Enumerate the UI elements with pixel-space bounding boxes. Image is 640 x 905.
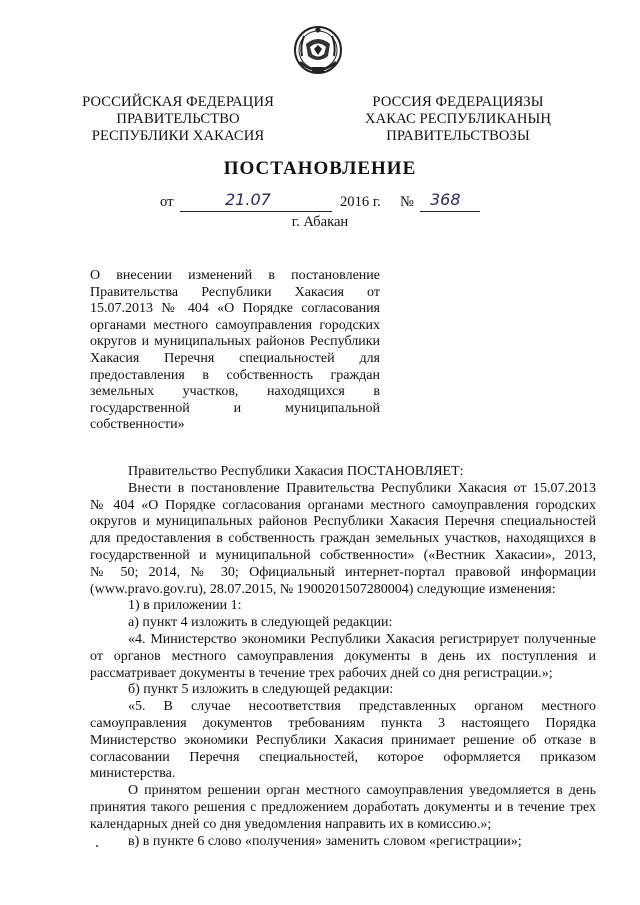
subject-line: земельных участков, находящихся в [90, 384, 380, 400]
subject-line: О внесении изменений в постановление [90, 268, 380, 283]
body-line: календарных дней со дня уведомления направить их в комиссию.»; [90, 816, 492, 832]
body-line: «4. Министерство экономики Республики Хакасия регистрирует полученные [128, 631, 596, 647]
header-right-block [360, 94, 556, 145]
header-left-line: РЕСПУБЛИКИ ХАКАСИЯ [91, 128, 265, 144]
date-number-line [150, 190, 490, 214]
scan-speck [96, 845, 98, 847]
body-line: «5. В случае несоответствия представленных органом местного [128, 699, 596, 715]
subject-line: государственной и муниципальной [90, 400, 380, 416]
subject-line: Хакасия Перечня специальностей для [90, 350, 380, 366]
number-label: № [400, 194, 414, 210]
body-line: Министерство экономики Республики Хакасия принимает решение об отказе в [90, 732, 596, 748]
date-handwritten: 21.07 [225, 190, 271, 209]
header-right-line: РОССИЯ ФЕДЕРАЦИЯЗЫ [372, 94, 544, 110]
body-line: от органов местного самоуправления документы в день их поступления и [90, 648, 596, 664]
body-line: согласовании Перечня специальностей, которое оформляется приказом [90, 749, 596, 765]
header-left-line: РОССИЙСКАЯ ФЕДЕРАЦИЯ [82, 94, 274, 110]
number-handwritten: 368 [430, 190, 461, 209]
subject-line: собственности» [90, 417, 185, 433]
subject-line: округов и муниципальных районов Республики [90, 334, 380, 350]
subject-line: предоставления в собственность граждан [90, 367, 380, 383]
body-line: О принятом решении орган местного самоуправления уведомляется в день [128, 783, 596, 799]
coat-of-arms-emblem [290, 20, 346, 80]
header-left-line: ПРАВИТЕЛЬСТВО [116, 111, 240, 127]
body-line: самоуправления документов требованиям пункта 3 настоящего Порядка [90, 715, 596, 731]
body-line: (www.pravo.gov.ru), 28.07.2015, № 1900201507280004) следующие изменения: [90, 581, 556, 597]
date-underline [180, 211, 332, 212]
number-underline [420, 211, 480, 212]
body-line: б) пункт 5 изложить в следующей редакции: [128, 682, 394, 698]
body-line: министерства. [90, 766, 176, 782]
subject-line: органами местного самоуправления городских [90, 317, 380, 333]
subject-line: 15.07.2013 № 404 «О Порядке согласования [90, 301, 380, 317]
year-label: 2016 г. [340, 194, 381, 210]
body-line: а) пункт 4 изложить в следующей редакции: [128, 615, 393, 631]
header-right-line: ХАКАС РЕСПУБЛИКАНЫҢ [364, 111, 552, 127]
subject-block [90, 268, 380, 434]
header-right-line: ПРАВИТЕЛЬСТВОЗЫ [386, 128, 530, 144]
body-line: принятия такого решения с предложением доработать документы и в течение трех [90, 799, 596, 815]
body-line: округов и муниципальных районов Республики Хакасия Перечня специальностей [90, 514, 596, 530]
document-title: ПОСТАНОВЛЕНИЕ [223, 158, 417, 179]
document-body [90, 464, 596, 850]
body-line: в) в пункте 6 слово «получения» заменить словом «регистрации»; [128, 833, 522, 849]
body-line: для предоставления в собственность граждан земельных участков, находящихся в [90, 531, 596, 547]
body-line: государственной и муниципальной собственности» («Вестник Хакасии», 2013, [90, 547, 596, 563]
body-line: № 50; 2014, № 30; Официальный интернет-портал правовой информации [90, 564, 596, 580]
city-label: г. Абакан [291, 214, 349, 230]
body-line: Внести в постановление Правительства Республики Хакасия от 15.07.2013 [128, 480, 596, 496]
header-left-block [78, 94, 278, 145]
date-from-label: от [160, 194, 174, 210]
body-line: рассматривает документы в течение трех рабочих дней со дня регистрации.»; [90, 665, 553, 681]
body-line: Правительство Республики Хакасия ПОСТАНОВЛЯЕТ: [128, 464, 464, 479]
subject-line: Правительства Республики Хакасия от [90, 284, 380, 300]
body-line: № 404 «О Порядке согласования органами местного самоуправления городских [90, 497, 596, 513]
body-line: 1) в приложении 1: [128, 598, 242, 614]
